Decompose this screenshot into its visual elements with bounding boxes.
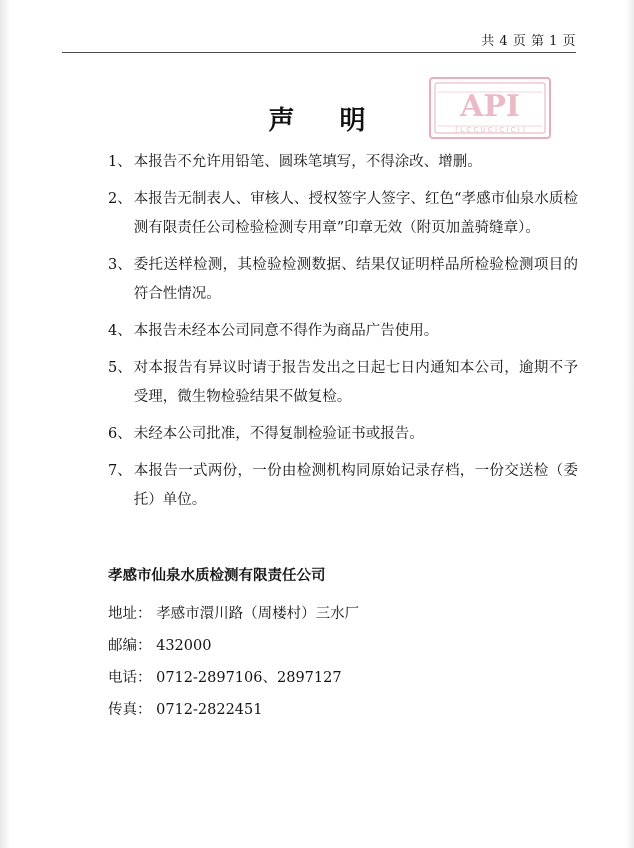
contact-value: 孝感市澴川路（周楼村）三水厂 — [156, 606, 360, 622]
contact-value: 432000 — [156, 638, 212, 654]
contact-label: 地址： — [108, 606, 152, 622]
contact-value: 0712-2822451 — [156, 702, 263, 718]
contact-phone — [108, 662, 578, 694]
company-contact-block — [108, 560, 578, 726]
contact-address — [108, 598, 578, 630]
clause-number: 1、 — [108, 154, 132, 170]
list-item — [108, 354, 578, 412]
contact-label: 传真： — [108, 702, 152, 718]
clause-number: 7、 — [108, 463, 132, 479]
statement-clause-list — [108, 148, 578, 523]
contact-value: 0712-2897106、2897127 — [156, 670, 342, 686]
contact-label: 邮编： — [108, 638, 152, 654]
clause-number: 6、 — [108, 426, 132, 442]
list-item — [108, 457, 578, 515]
clause-text: 本报告未经本公司同意不得作为商品广告使用。 — [133, 323, 439, 339]
clause-text: 委托送样检测，其检验检测数据、结果仅证明样品所检验检测项目的符合性情况。 — [133, 257, 578, 302]
company-name: 孝感市仙泉水质检测有限责任公司 — [108, 567, 326, 584]
clause-number: 2、 — [108, 191, 132, 207]
contact-fax — [108, 694, 578, 726]
clause-number: 4、 — [108, 323, 132, 339]
contact-label: 电话： — [108, 670, 152, 686]
clause-text: 本报告不允许用铅笔、圆珠笔填写，不得涂改、增删。 — [133, 154, 482, 170]
contact-postcode — [108, 630, 578, 662]
list-item — [108, 420, 578, 449]
page-title: 声 明 — [268, 106, 384, 136]
clause-number: 3、 — [108, 257, 132, 273]
clause-text: 未经本公司批准，不得复制检验证书或报告。 — [133, 426, 424, 442]
svg-text:API: API — [460, 89, 520, 124]
clause-text: 对本报告有异议时请于报告发出之日起七日内通知本公司，逾期不予受理，微生物检验结果不做复检。 — [133, 360, 578, 405]
clause-number: 5、 — [108, 360, 132, 376]
clause-text: 本报告无制表人、审核人、授权签字人签字、红色“孝感市仙泉水质检测有限责任公司检验检测专用章”印章无效（附页加盖骑缝章）。 — [133, 191, 578, 236]
list-item — [108, 148, 578, 177]
clause-text: 本报告一式两份，一份由检测机构同原始记录存档，一份交送检（委托）单位。 — [133, 463, 578, 508]
list-item — [108, 185, 578, 243]
list-item — [108, 317, 578, 346]
svg-text:[ L C C U C I C I C I ]: [ L C C U C I C I C I ] — [455, 126, 525, 134]
header-divider — [62, 52, 576, 53]
list-item — [108, 251, 578, 309]
page-number-header: 共 4 页 第 1 页 — [481, 34, 576, 49]
